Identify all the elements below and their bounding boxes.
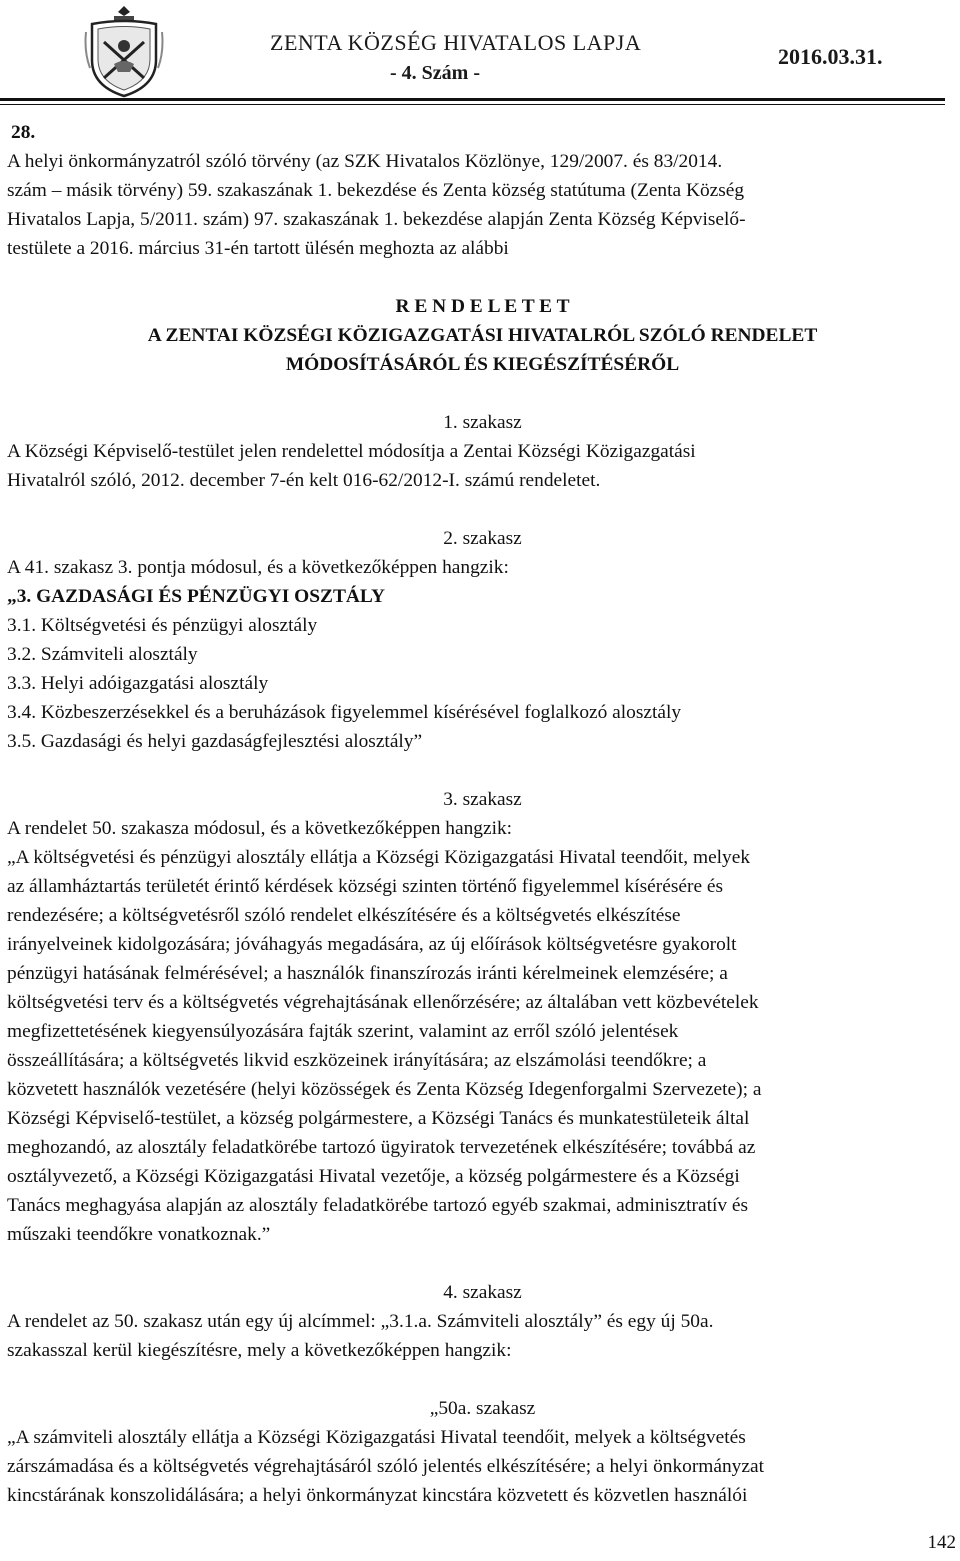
preamble-line: Hivatalos Lapja, 5/2011. szám) 97. szakaszának 1. bekezdése alapján Zenta Község Képviselő- [7, 209, 746, 230]
section-text-line: Tanács meghagyása alapján az alosztály feladatkörébe tartozó egyéb szakmai, adminisztratív és [7, 1195, 749, 1216]
section-text-line: osztályvezető, a Községi Közigazgatási Hivatal vezetője, a község polgármestere és a Községi [7, 1166, 740, 1187]
page-header [0, 0, 960, 112]
issue-date: 2016.03.31. [778, 44, 883, 69]
section-text-line: műszaki teendőkre vonatkoznak.” [7, 1224, 271, 1245]
section-intro: A 41. szakasz 3. pontja módosul, és a következőképpen hangzik: [7, 557, 509, 578]
section-text-line: kincstárának konszolidálására; a helyi önkormányzat kincstára közvetett és közvetlen használói [7, 1485, 748, 1506]
section-text-line: az államháztartás területét érintő kérdések községi szinten történő figyelemmel kísérésére és [7, 876, 724, 897]
header-rule [0, 98, 945, 101]
section-heading: 2. szakasz [443, 528, 522, 549]
journal-title: ZENTA KÖZSÉG HIVATALOS LAPJA [270, 30, 642, 55]
department-title: „3. GAZDASÁGI ÉS PÉNZÜGYI OSZTÁLY [7, 586, 386, 607]
section-heading: 1. szakasz [443, 412, 522, 433]
decree-subtitle: A ZENTAI KÖZSÉGI KÖZIGAZGATÁSI HIVATALRÓL SZÓLÓ RENDELET [147, 325, 818, 346]
document-number: 28. [11, 122, 36, 143]
preamble-line: szám – másik törvény) 59. szakaszának 1. bekezdése és Zenta község statútuma (Zenta Község [7, 180, 745, 201]
preamble-line: A helyi önkormányzatról szóló törvény (az SZK Hivatalos Közlönye, 129/2007. és 83/2014. [7, 151, 723, 172]
section-text-line: A Községi Képviselő-testület jelen rendelettel módosítja a Zentai Községi Közigazgatási [7, 441, 696, 462]
section-text-line: zárszámadása és a költségvetés végrehajtásáról szóló jelentés elkészítésére; a helyi önkormányzat [7, 1456, 764, 1477]
list-item: 3.5. Gazdasági és helyi gazdaságfejlesztési alosztály” [7, 731, 423, 752]
section-text-line: Hivatalról szóló, 2012. december 7-én kelt 016-62/2012-I. számú rendeletet. [7, 470, 601, 491]
list-item: 3.4. Közbeszerzésekkel és a beruházások figyelemmel kísérésével foglalkozó alosztály [7, 702, 682, 723]
section-text-line: irányelveinek kidolgozására; jóváhagyás megadására, az új előírások költségvetésre gyakorolt [7, 934, 737, 955]
section-heading: 4. szakasz [443, 1282, 522, 1303]
preamble-line: testülete a 2016. március 31-én tartott ülésén meghozta az alábbi [7, 238, 509, 259]
section-text-line: „A számviteli alosztály ellátja a Községi Közigazgatási Hivatal teendőit, melyek a költségvetés [7, 1427, 746, 1448]
list-item: 3.2. Számviteli alosztály [7, 644, 198, 665]
section-text-line: pénzügyi hatásának felmérésével; a használók finanszírozás iránti kérelmeinek elemzésére; a [7, 963, 728, 984]
header-rule-thin [0, 104, 945, 105]
section-text-line: Községi Képviselő-testület, a község polgármestere, a Községi Tanács és munkatestületeik által [7, 1108, 750, 1129]
section-text-line: közvetett használók vezetésére (helyi közösségek és Zenta Község Idegenforgalmi Szervezete); a [7, 1079, 762, 1100]
section-text-line: rendezésére; a költségvetésről szóló rendelet elkészítésére és a költségvetés elkészítése [7, 905, 681, 926]
section-text-line: költségvetési terv és a költségvetés végrehajtásának ellenőrzésére; az általában vett közbevételek [7, 992, 759, 1013]
page-number: 142 [927, 1532, 956, 1553]
section-text-line: szakasszal kerül kiegészítésre, mely a következőképpen hangzik: [7, 1340, 512, 1361]
section-heading: „50a. szakasz [429, 1398, 536, 1419]
document-body [7, 118, 958, 1510]
decree-title: R E N D E L E T E T [395, 296, 570, 317]
list-item: 3.3. Helyi adóigazgatási alosztály [7, 673, 269, 694]
section-text-line: meghozandó, az alosztály feladatkörébe tartozó ügyiratok tervezetének elkészítésére; továbbá az [7, 1137, 756, 1158]
decree-subtitle: MÓDOSÍTÁSÁRÓL ÉS KIEGÉSZÍTÉSÉRŐL [285, 354, 680, 375]
issue-number: - 4. Szám - [390, 62, 480, 84]
section-text-line: összeállítására; a költségvetés likvid eszközeinek irányítására; az elszámolási teendőkre; a [7, 1050, 707, 1071]
section-text-line: A rendelet az 50. szakasz után egy új alcímmel: „3.1.a. Számviteli alosztály” és egy új 50a. [7, 1311, 714, 1332]
section-text-line: „A költségvetési és pénzügyi alosztály ellátja a Községi Közigazgatási Hivatal teendőit, melyek [7, 847, 751, 868]
list-item: 3.1. Költségvetési és pénzügyi alosztály [7, 615, 318, 636]
section-text-line: megfizettetésének kiegyensúlyozására fajták szerint, valamint az erről szóló jelentések [7, 1021, 679, 1042]
coat-of-arms-icon [84, 2, 164, 98]
section-heading: 3. szakasz [443, 789, 522, 810]
section-intro: A rendelet 50. szakasza módosul, és a következőképpen hangzik: [7, 818, 513, 839]
